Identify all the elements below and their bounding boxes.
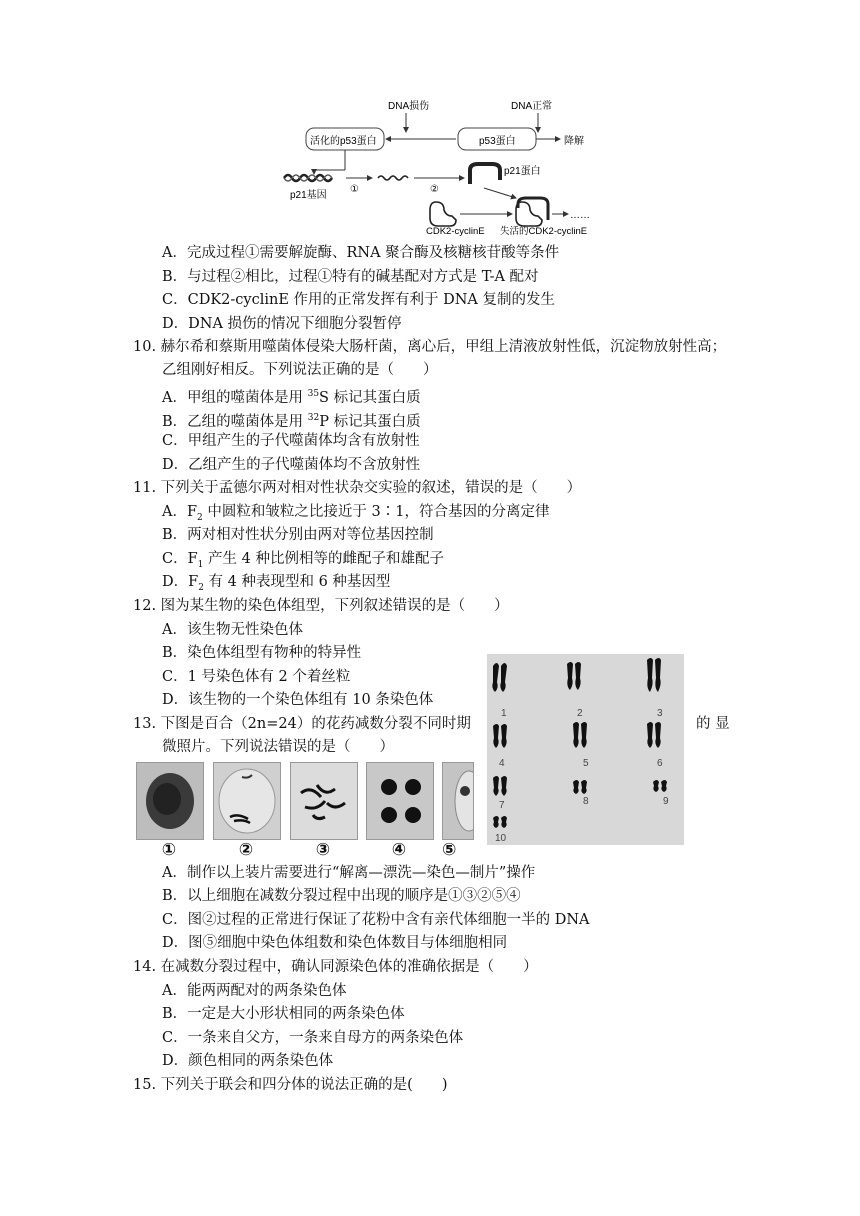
p21-gene-label: p21基因 [290,190,327,201]
karyo-label-1: 1 [501,708,507,719]
q11-stem: 11. 下列关于孟德尔两对相对性状杂交实验的叙述，错误的是（ ） [133,480,582,496]
q10-number: 10. [133,339,157,355]
karyo-label-7: 7 [499,800,505,811]
q11-option-c: C．$F_1$ 产生 4 种比例相等的雌配子和雄配子 [162,551,444,570]
q13-stem-tail: 的 显 [696,716,730,732]
q11-number: 11. [133,480,157,496]
micrograph-3 [290,762,358,840]
karyo-label-4: 4 [499,758,505,769]
micrograph-1 [136,762,204,840]
q10-option-c: C．甲组产生的子代噬菌体均含有放射性 [162,433,420,449]
cdk-inactive-shape [516,202,542,226]
q15-number: 15. [133,1077,157,1093]
degrade-label: 降解 [564,136,584,147]
q11-option-a: A．$F_2$ 中圆粒和皱粒之比接近于 3∶1，符合基因的分离定律 [162,504,550,523]
q11-option-b: B．两对相对性状分别由两对等位基因控制 [162,527,434,543]
karyo-label-6: 6 [657,758,663,769]
micrograph-label-2: ② [238,840,254,860]
karyo-label-2: 2 [577,708,583,719]
mrna [378,176,408,180]
micrograph-2 [213,762,281,840]
q15-stem: 15. 下列关于联会和四分体的说法正确的是( ) [133,1077,448,1093]
micrograph-5 [442,762,474,840]
q13-stem: 13. 下图是百合（2n=24）的花药减数分裂不同时期 [133,716,471,732]
q12-option-d: D．该生物的一个染色体组有 10 条染色体 [162,692,434,708]
q10-option-d: D．乙组产生的子代噬菌体均不含放射性 [162,457,421,473]
activated-p53-label: 活化的p53蛋白 [310,136,377,147]
micrograph-label-3: ③ [315,840,331,860]
q12-option-b: B．染色体组型有物种的特异性 [162,645,362,661]
q14-number: 14. [133,959,157,975]
karyo-label-9: 9 [663,796,669,807]
q12-number: 12. [133,598,157,614]
q13-stem-cont: 微照片。下列说法错误的是（ ） [162,739,394,755]
cdk-label: CDK2-cyclinE [426,226,485,236]
cdk-shape [430,202,456,226]
cdk-inactive-label: 失活的CDK2-cyclinE [500,226,588,236]
p21-protein-shape [470,164,500,184]
micrograph-4 [366,762,434,840]
micrograph-label-4: ④ [391,840,407,860]
q12-option-c: C．1 号染色体有 2 个着丝粒 [162,669,351,685]
karyo-label-8: 8 [583,796,589,807]
p21-protein-label: p21蛋白 [504,166,541,177]
q10-stem-cont: 乙组刚好相反。下列说法正确的是（ ） [162,362,438,378]
q12-option-a: A．该生物无性染色体 [162,622,303,638]
q10-option-b: B．乙组的噬菌体是用 $^{32}$P 标记其蛋白质 [162,413,421,430]
karyotype-image [487,654,684,845]
karyo-label-5: 5 [583,758,589,769]
q13-option-d: D．图⑤细胞中染色体组数和染色体数目与体细胞相同 [162,935,508,951]
q12-stem: 12. 图为某生物的染色体组型，下列叙述错误的是（ ） [133,598,509,614]
p53-pathway-diagram [256,94,602,236]
q13-number: 13. [133,716,157,732]
step1-label: ① [350,184,359,195]
micrograph-label-5: ⑤ [442,840,457,860]
q14-option-b: B．一定是大小形状相同的两条染色体 [162,1006,405,1022]
q9-option-d: D．DNA 损伤的情况下细胞分裂暂停 [162,316,402,332]
q10-option-a: A．甲组的噬菌体是用 $^{35}$S 标记其蛋白质 [162,389,421,406]
micrograph-label-1: ① [161,840,177,860]
karyo-label-3: 3 [657,708,663,719]
step2-label: ② [430,184,439,195]
q9-option-c: C．CDK2-cyclinE 作用的正常发挥有利于 DNA 复制的发生 [162,292,556,308]
q14-option-d: D．颜色相同的两条染色体 [162,1053,334,1069]
dna-damage-label: DNA损伤 [388,101,430,112]
q13-option-a: A．制作以上装片需要进行“解离—漂洗—染色—制片”操作 [162,865,536,881]
dna-normal-label: DNA正常 [511,101,553,112]
dots-label: …… [570,210,590,221]
q14-option-a: A．能两两配对的两条染色体 [162,983,347,999]
p53-label: p53蛋白 [479,136,516,147]
q14-stem: 14. 在减数分裂过程中，确认同源染色体的准确依据是（ ） [133,959,538,975]
q13-option-c: C．图②过程的正常进行保证了花粉中含有亲代体细胞一半的 DNA [162,912,590,928]
q13-option-b: B．以上细胞在减数分裂过程中出现的顺序是①③②⑤④ [162,888,521,904]
q10-stem: 10. 赫尔希和蔡斯用噬菌体侵染大肠杆菌，离心后，甲组上清液放射性低，沉淀物放射性高； [133,339,727,355]
q14-option-c: C．一条来自父方，一条来自母方的两条染色体 [162,1030,464,1046]
q11-option-d: D．$F_2$ 有 4 种表现型和 6 种基因型 [162,574,391,593]
karyo-label-10: 10 [495,833,507,844]
q9-option-a: A．完成过程①需要解旋酶、RNA 聚合酶及核糖核苷酸等条件 [162,245,560,261]
q9-option-b: B．与过程②相比，过程①特有的碱基配对方式是 T-A 配对 [162,269,539,285]
